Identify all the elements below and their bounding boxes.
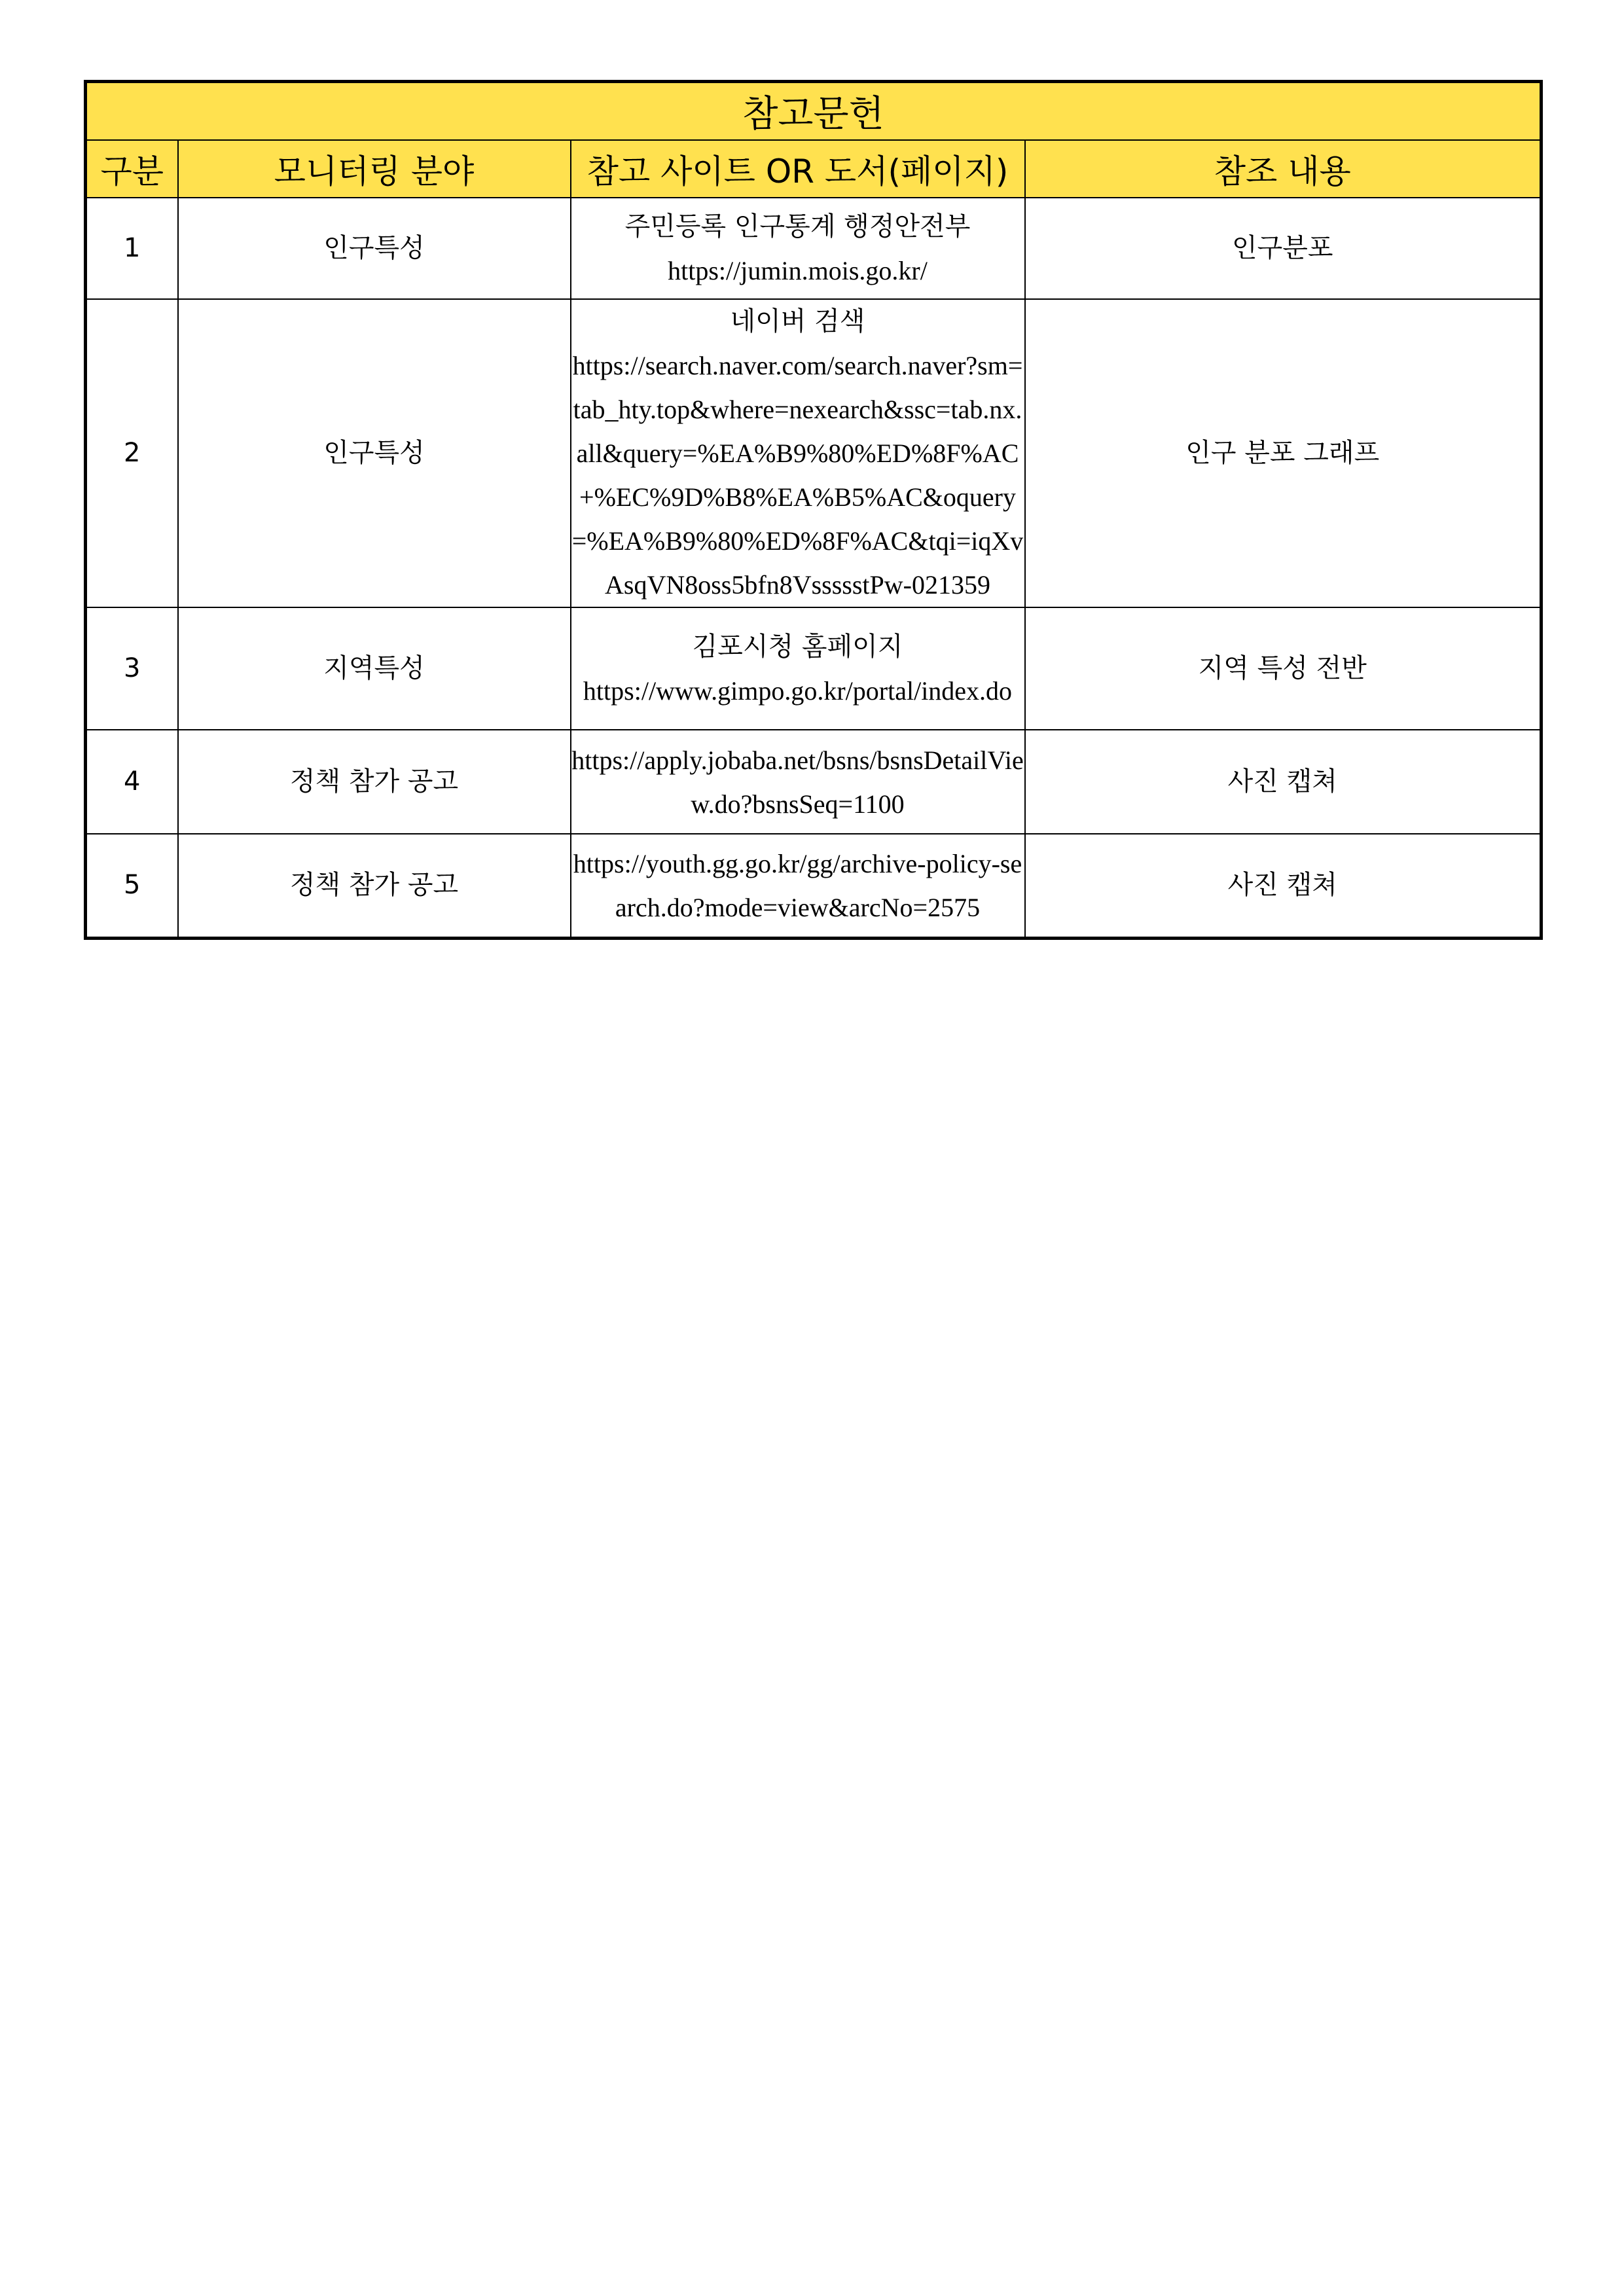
row-source bbox=[571, 299, 1025, 607]
table-row bbox=[86, 607, 1542, 730]
header-field: 모니터링 분야 bbox=[178, 140, 571, 198]
source-url-link[interactable]: https://www.gimpo.go.kr/portal/index.do bbox=[583, 675, 1013, 706]
source-site-name: 네이버 검색 bbox=[730, 306, 865, 336]
row-no: 5 bbox=[86, 834, 178, 938]
table-row bbox=[86, 299, 1542, 607]
table-row bbox=[86, 198, 1542, 299]
header-source: 참고 사이트 OR 도서(페이지) bbox=[571, 140, 1025, 198]
references-table bbox=[84, 80, 1543, 940]
row-content: 인구분포 bbox=[1025, 198, 1542, 299]
row-field: 인구특성 bbox=[178, 198, 571, 299]
row-field: 인구특성 bbox=[178, 299, 571, 607]
source-site-name: 김포시청 홈페이지 bbox=[692, 631, 903, 662]
header-no: 구분 bbox=[86, 140, 178, 198]
row-content: 사진 캡쳐 bbox=[1025, 730, 1542, 834]
table-row bbox=[86, 834, 1542, 938]
row-content: 인구 분포 그래프 bbox=[1025, 299, 1542, 607]
row-no: 3 bbox=[86, 607, 178, 730]
row-no: 1 bbox=[86, 198, 178, 299]
row-source bbox=[571, 607, 1025, 730]
table-title: 참고문헌 bbox=[86, 82, 1542, 141]
row-content: 지역 특성 전반 bbox=[1025, 607, 1542, 730]
row-content: 사진 캡쳐 bbox=[1025, 834, 1542, 938]
row-source bbox=[571, 834, 1025, 938]
source-url-link[interactable]: https://apply.jobaba.net/bsns/bsnsDetailView.do?bsnsSeq=1100 bbox=[571, 745, 1024, 819]
source-url-link[interactable]: https://search.naver.com/search.naver?sm=tab_hty.top&where=nexearch&ssc=tab.nx.all&query=%EA%B9%80%ED%8F%AC+%EC%9D%B8%EA%B5%AC&oquery=%EA%B9%80%ED%8F%AC&tqi=iqXvAsqVN8oss5bfn8VssssstPw-021359 bbox=[571, 351, 1024, 600]
row-field: 정책 참가 공고 bbox=[178, 730, 571, 834]
source-url-link[interactable]: https://youth.gg.go.kr/gg/archive-policy-search.do?mode=view&arcNo=2575 bbox=[573, 848, 1022, 922]
row-no: 2 bbox=[86, 299, 178, 607]
row-field: 지역특성 bbox=[178, 607, 571, 730]
row-source bbox=[571, 730, 1025, 834]
table-row bbox=[86, 730, 1542, 834]
row-field: 정책 참가 공고 bbox=[178, 834, 571, 938]
source-url-link[interactable]: https://jumin.mois.go.kr/ bbox=[668, 255, 928, 285]
row-no: 4 bbox=[86, 730, 178, 834]
header-content: 참조 내용 bbox=[1025, 140, 1542, 198]
row-source bbox=[571, 198, 1025, 299]
source-site-name: 주민등록 인구통계 행정안전부 bbox=[624, 211, 971, 242]
